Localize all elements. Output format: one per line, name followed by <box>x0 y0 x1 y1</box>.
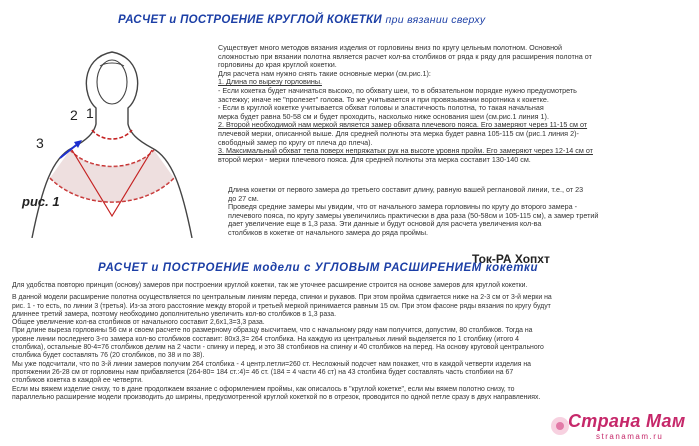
figure-caption: рис. 1 <box>22 194 60 209</box>
text-line: протяжении 26-28 см от горловины нам прибавляется (264-80= 184 ст.:4)= 46 ст. (184 = 4 части 46 ст) на 43 столбика будет составлять часть столбики на 67 <box>12 368 514 376</box>
text-line: Мы уже подсчитали, что по 3-й линии замеров получим 264 столбика - 4 центр.петли=260 ст. Несложный подсчет нам покажет, что в каждой четверти изделия на <box>12 360 531 368</box>
intro-text <box>218 44 593 164</box>
text-line: Если мы вяжем изделие снизу, то в дане продолжаем вязание с оформлением проймы, как описалось в "круглой кокетке", если мы вяжем полотно снизу, то <box>12 385 515 393</box>
text-line: столбика), остальные 80-4=76 столбиков делим на 2 части - спинку и перед, и это 38 столбиков на спинку и 40 столбиков на перед. На основу круговой центрального <box>12 344 544 352</box>
section2-text <box>12 282 552 402</box>
mark-1: 1 <box>86 105 94 121</box>
text-line: второй мерки - мерки плечевого пояса. Для средней полноты эта мерка составит 130-140 см. <box>218 154 531 164</box>
text-line: столбика будет составлять 76 (20 столбиков, по 38 и по 38). <box>12 352 205 360</box>
line-1-neck <box>92 130 132 139</box>
text-line: свободный замер по кругу от плеча до плеча). <box>218 137 373 147</box>
text-line: 1. Длина по вырезу горловины. <box>218 77 322 87</box>
text-line: рис. 1 - то есть, по линии 3 (третья). Из-за этого расстояние между второй и третьей меркой принимается равным 15 см. При этом фасоне ряды вязания по кругу будут <box>12 302 551 310</box>
text-line: столбиков кокетка в каждой ее четверти. <box>12 377 143 385</box>
text-line: 3. Максимальный обхват тела поверх непряжатых рук на высоте уровня пройм. Его замеряют через 12-14 см от <box>218 146 593 156</box>
text-line: - Если кокетка будет начинаться высоко, по обхвату шеи, то в обязательном порядке нужно предусмотреть <box>218 85 577 95</box>
text-line: дает увеличение еще в 1,3 раза. Эти данные и будут основой для расчета увеличения кол-ва <box>228 219 542 229</box>
text-line: уровне линии последнего 3-го замера кол-во столбиков составит: 80х3,3= 264 столбика. На каждую из центральных линий выделяется по 1 столбику (итого 4 <box>12 335 520 343</box>
text-line: Проведя средние замеры мы увидим, что от начального замера горловины по кругу до второго замера - <box>228 202 578 212</box>
text-line: застежку; иначе не "пролезет" голова. То же учитывается и при провязывании воротника к кокетке. <box>218 94 549 104</box>
text-line: параллельно расширение модели производить до ширины, предусмотренной круглой кокеткой по в отрезок, проводится по одной петле сразу в двух направлениях. <box>12 393 541 401</box>
text-line: В данной модели расширение полотна осуществляется по центральным линиям переда, спинки и рукавов. При этом пройма сдвигается ниже на 2-3 см от 3-й мерки на <box>12 294 552 302</box>
text-line: до 27 см. <box>228 193 259 203</box>
text-line: 2. Второй необходимой нам меркой является замер обхвата плечевого пояса. Его замеряют через 11-15 см от <box>218 120 588 130</box>
title-main: РАСЧЕТ и ПОСТРОЕНИЕ КРУГЛОЙ КОКЕТКИ <box>118 14 382 26</box>
text-line: Длина кокетки от первого замера до третьего составит длину, равную вашей реглановой линии, т.е., от 23 <box>228 185 584 194</box>
text-line: Существует много методов вязания изделия от горловины вниз по кругу цельным полотном. Основной <box>218 43 563 52</box>
summary-text <box>228 186 598 238</box>
mark-2: 2 <box>70 107 78 123</box>
mark-3: 3 <box>36 135 44 151</box>
site-brand: Страна Мам <box>568 411 686 431</box>
body-outline <box>32 52 192 238</box>
text-line: мерка будет равна 50-58 см и будет проходить, насколько ниже основания шеи (см.рис.1 линия 1). <box>218 111 549 121</box>
text-line: плечевой мерки, описанной выше. Для средней полноты эта мерка будет равна 105-115 см (рис.1 линия 2)- <box>218 128 579 138</box>
title-sub: при вязании сверху <box>385 14 486 26</box>
section2-title: РАСЧЕТ и ПОСТРОЕНИЕ модели с УГЛОВЫМ РАСШИРЕНИЕМ кокетки <box>98 262 539 274</box>
page-title <box>118 14 485 26</box>
text-line: - Если в круглой кокетке учитывается обхват головы и эластичность полотна, то такая начальная <box>218 103 544 113</box>
text-line: сложностью при вязании полотна является расчет кол-ва столбиков от ряда к ряду для расширения полотна от <box>218 51 592 61</box>
text-line: длиннее третий замера, поэтому необходимо дополнительно увеличить кол-во столбиков в 1,3 раза. <box>12 310 336 318</box>
site-domain: stranamam.ru <box>596 432 664 441</box>
text-line: Для расчета нам нужно снять такие основные мерки (см.рис.1): <box>218 68 431 78</box>
text-line: горловины до края круглой кокетки. <box>218 60 337 70</box>
author-watermark: Ток-РА Хопхт <box>472 252 550 266</box>
text-line: плечевого пояса, по кругу замеры увеличились практически в два раза (50-58см и 105-115 см), а замер третий <box>228 210 599 220</box>
text-line: При длине выреза горловины 56 см и своем расчете по размерному образцу высчитаем, что с начальному ряду нам получится, допустим, 80 столбиков. Тогда на <box>12 327 533 335</box>
text-line: Для удобства повторю принцип (основу) замеров при построении круглой кокетки, так же уточнее расширение строится на основе замеров для круглой кокетки. <box>12 282 528 289</box>
text-line: Общее увеличение кол-ва столбиков от начального составит 2,6x1,3=3,3 раза. <box>12 319 265 327</box>
text-line: столбиков в кокетке от начального замера до ряда проймы. <box>228 227 428 237</box>
